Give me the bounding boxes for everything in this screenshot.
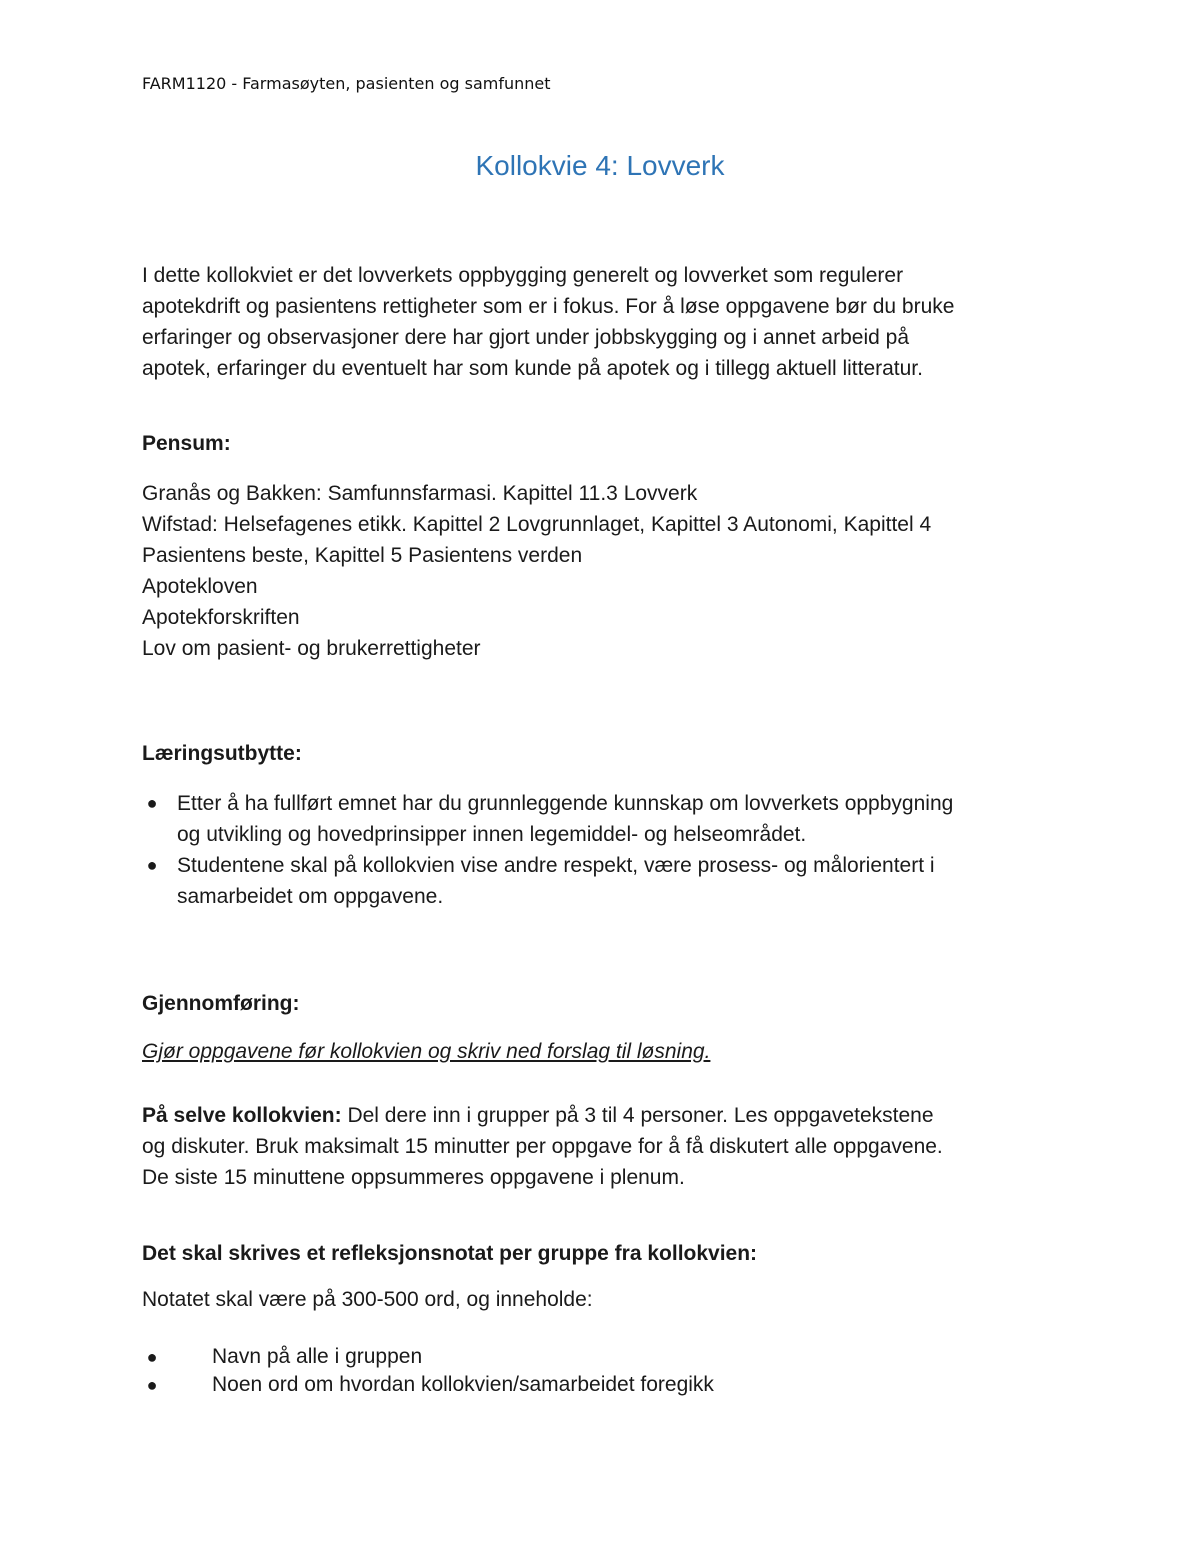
list-item-line: og utvikling og hovedprinsipper innen legemiddel- og helseområdet. <box>177 823 807 846</box>
kollokvien-line: og diskuter. Bruk maksimalt 15 minutter per oppgave for å få diskutert alle oppgavene. <box>142 1135 943 1158</box>
pensum-item: Apotekloven <box>142 575 258 598</box>
list-item-line: samarbeidet om oppgavene. <box>177 885 444 908</box>
bullet-icon: ● <box>146 855 158 875</box>
pensum-item: Granås og Bakken: Samfunnsfarmasi. Kapittel 11.3 Lovverk <box>142 482 698 505</box>
kollokvien-line: De siste 15 minuttene oppsummeres oppgavene i plenum. <box>142 1166 685 1189</box>
refleksjonsnotat-intro: Notatet skal være på 300-500 ord, og inneholde: <box>142 1288 593 1311</box>
list-item <box>142 788 1067 850</box>
laeringsutbytte-list <box>142 788 1067 912</box>
laeringsutbytte-heading: Læringsutbytte: <box>142 742 302 765</box>
list-item-line: Etter å ha fullført emnet har du grunnleggende kunnskap om lovverkets oppbygning <box>177 792 954 815</box>
pensum-item: Apotekforskriften <box>142 606 300 629</box>
kollokvien-line-rest: Del dere inn i grupper på 3 til 4 personer. Les oppgavetekstene <box>341 1104 934 1127</box>
list-item-text: Noen ord om hvordan kollokvien/samarbeidet foregikk <box>212 1373 714 1396</box>
list-item-line: Studentene skal på kollokvien vise andre respekt, være prosess- og målorientert i <box>177 854 935 877</box>
intro-line: apotekdrift og pasientens rettigheter som er i fokus. For å løse oppgavene bør du bruke <box>142 295 955 318</box>
pensum-list <box>142 478 1067 664</box>
pensum-item: Lov om pasient- og brukerrettigheter <box>142 637 481 660</box>
intro-line: apotek, erfaringer du eventuelt har som kunde på apotek og i tillegg aktuell litteratur. <box>142 357 923 380</box>
intro-line: I dette kollokviet er det lovverkets oppbygging generelt og lovverket som regulerer <box>142 264 904 287</box>
bullet-icon: ● <box>146 1375 158 1395</box>
refleksjonsnotat-heading: Det skal skrives et refleksjonsnotat per gruppe fra kollokvien: <box>142 1242 758 1265</box>
intro-paragraph <box>142 260 1067 384</box>
list-item-text: Navn på alle i gruppen <box>212 1345 423 1368</box>
pensum-heading: Pensum: <box>142 432 231 455</box>
pensum-item: Pasientens beste, Kapittel 5 Pasientens verden <box>142 544 583 567</box>
refleksjonsnotat-list <box>142 1343 1067 1399</box>
gjennomforing-heading: Gjennomføring: <box>142 992 300 1015</box>
list-item <box>142 1343 1067 1371</box>
running-header: FARM1120 - Farmasøyten, pasienten og samfunnet <box>142 74 551 93</box>
intro-line: erfaringer og observasjoner dere har gjort under jobbskygging og i annet arbeid på <box>142 326 909 349</box>
list-item <box>142 1371 1067 1399</box>
list-item <box>142 850 1067 912</box>
document-title: Kollokvie 4: Lovverk <box>475 150 725 181</box>
task-instruction: Gjør oppgavene før kollokvien og skriv ned forslag til løsning. <box>142 1040 711 1063</box>
pensum-item: Wifstad: Helsefagenes etikk. Kapittel 2 Lovgrunnlaget, Kapittel 3 Autonomi, Kapittel 4 <box>142 513 932 536</box>
bullet-icon: ● <box>146 793 158 813</box>
kollokvien-paragraph <box>142 1100 1067 1193</box>
kollokvien-line <box>142 1100 1067 1131</box>
bullet-icon: ● <box>146 1347 158 1367</box>
kollokvien-lead: På selve kollokvien: <box>142 1104 342 1127</box>
